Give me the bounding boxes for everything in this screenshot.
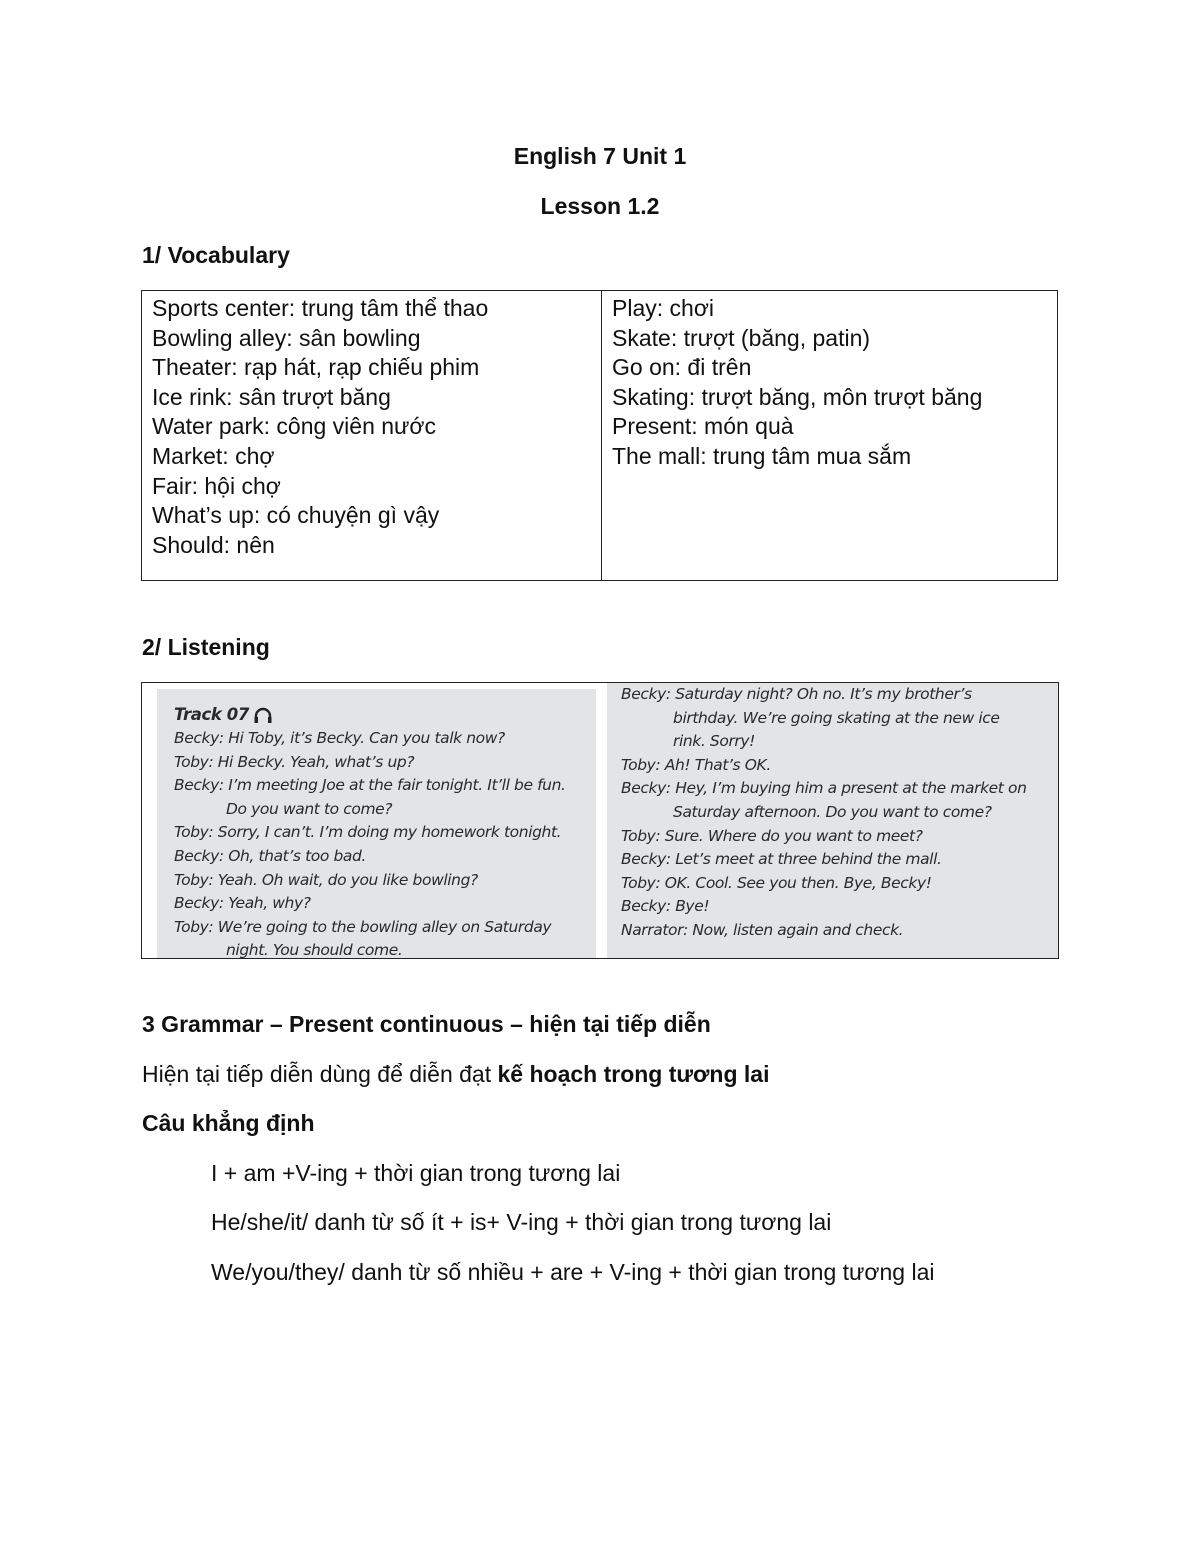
grammar-rule: He/she/it/ danh từ số ít + is+ V-ing + thời gian trong tương lai (211, 1209, 832, 1235)
vocabulary-right-column (602, 291, 1057, 580)
transcript-line: Toby: Ah! That’s OK. (621, 755, 771, 774)
transcript-line: Becky: I’m meeting Joe at the fair tonight. It’ll be fun. (174, 776, 566, 795)
grammar-usage (142, 1061, 769, 1088)
transcript-line: Narrator: Now, listen again and check. (621, 920, 904, 939)
transcript-line: Becky: Hi Toby, it’s Becky. Can you talk now? (174, 729, 505, 747)
vocab-item: Fair: hội chợ (152, 472, 281, 499)
transcript-line: birthday. We’re going skating at the new ice (673, 708, 1000, 727)
track-label (174, 703, 596, 727)
vocab-item: Go on: đi trên (612, 354, 752, 381)
transcript-line: Do you want to come? (226, 799, 393, 818)
transcript-line: Becky: Yeah, why? (174, 894, 311, 913)
transcript-line: Becky: Hey, I’m buying him a present at the market on (621, 779, 1027, 798)
headphones-icon (253, 706, 273, 724)
lesson-title: Lesson 1.2 (540, 193, 660, 219)
document-title: English 7 Unit 1 (513, 143, 687, 169)
transcript-line: Becky: Let’s meet at three behind the mall. (621, 850, 942, 869)
transcript-left-panel (157, 689, 596, 958)
vocab-item: What’s up: có chuyện gì vậy (152, 502, 440, 529)
usage-text: Hiện tại tiếp diễn dùng để diễn đạt (142, 1061, 498, 1087)
vocab-item: Bowling alley: sân bowling (152, 324, 421, 351)
vocab-item: Water park: công viên nước (152, 413, 437, 440)
transcript-line: Becky: Bye! (621, 897, 710, 916)
vocab-item: Sports center: trung tâm thể thao (152, 295, 489, 321)
vocab-item: Theater: rạp hát, rạp chiếu phim (152, 354, 480, 381)
grammar-heading: 3 Grammar – Present continuous – hiện tại tiếp diễn (142, 1011, 711, 1037)
vocabulary-table (141, 290, 1058, 581)
vocab-item: Should: nên (152, 531, 275, 558)
transcript-line: Toby: Hi Becky. Yeah, what’s up? (174, 752, 415, 771)
transcript-line: night. You should come. (226, 941, 403, 960)
vocab-item: Market: chợ (152, 442, 275, 469)
usage-emphasis: kế hoạch trong tương lai (497, 1061, 770, 1087)
vocab-item: The mall: trung tâm mua sắm (612, 442, 912, 469)
transcript-line: Saturday afternoon. Do you want to come? (673, 802, 992, 821)
transcript-right-panel (607, 683, 1058, 958)
vocabulary-left-column (142, 291, 602, 580)
transcript-line: rink. Sorry! (673, 732, 755, 751)
transcript-line: Toby: OK. Cool. See you then. Bye, Becky! (621, 873, 932, 892)
transcript-line: Toby: Sure. Where do you want to meet? (621, 826, 923, 845)
vocab-item: Ice rink: sân trượt băng (152, 383, 391, 410)
vocab-item: Skate: trượt (băng, patin) (612, 324, 871, 351)
vocab-item: Skating: trượt băng, môn trượt băng (612, 383, 983, 410)
listening-heading: 2/ Listening (142, 634, 270, 660)
transcript-line: Toby: We’re going to the bowling alley on Saturday (174, 917, 552, 936)
transcript-line: Toby: Yeah. Oh wait, do you like bowling? (174, 870, 478, 889)
track-title: Track 07 (174, 705, 249, 724)
listening-transcript (141, 682, 1059, 959)
vocabulary-heading: 1/ Vocabulary (142, 242, 290, 268)
transcript-line: Becky: Oh, that’s too bad. (174, 846, 366, 865)
transcript-line: Becky: Saturday night? Oh no. It’s my brother’s (621, 685, 972, 703)
vocab-item: Play: chơi (612, 295, 715, 321)
affirmative-heading: Câu khẳng định (142, 1110, 315, 1136)
grammar-rule: We/you/they/ danh từ số nhiều + are + V-ing + thời gian trong tương lai (211, 1259, 935, 1285)
vocab-item: Present: món quà (612, 413, 794, 440)
transcript-line: Toby: Sorry, I can’t. I’m doing my homework tonight. (174, 823, 562, 842)
grammar-rule: I + am +V-ing + thời gian trong tương lai (211, 1160, 621, 1186)
